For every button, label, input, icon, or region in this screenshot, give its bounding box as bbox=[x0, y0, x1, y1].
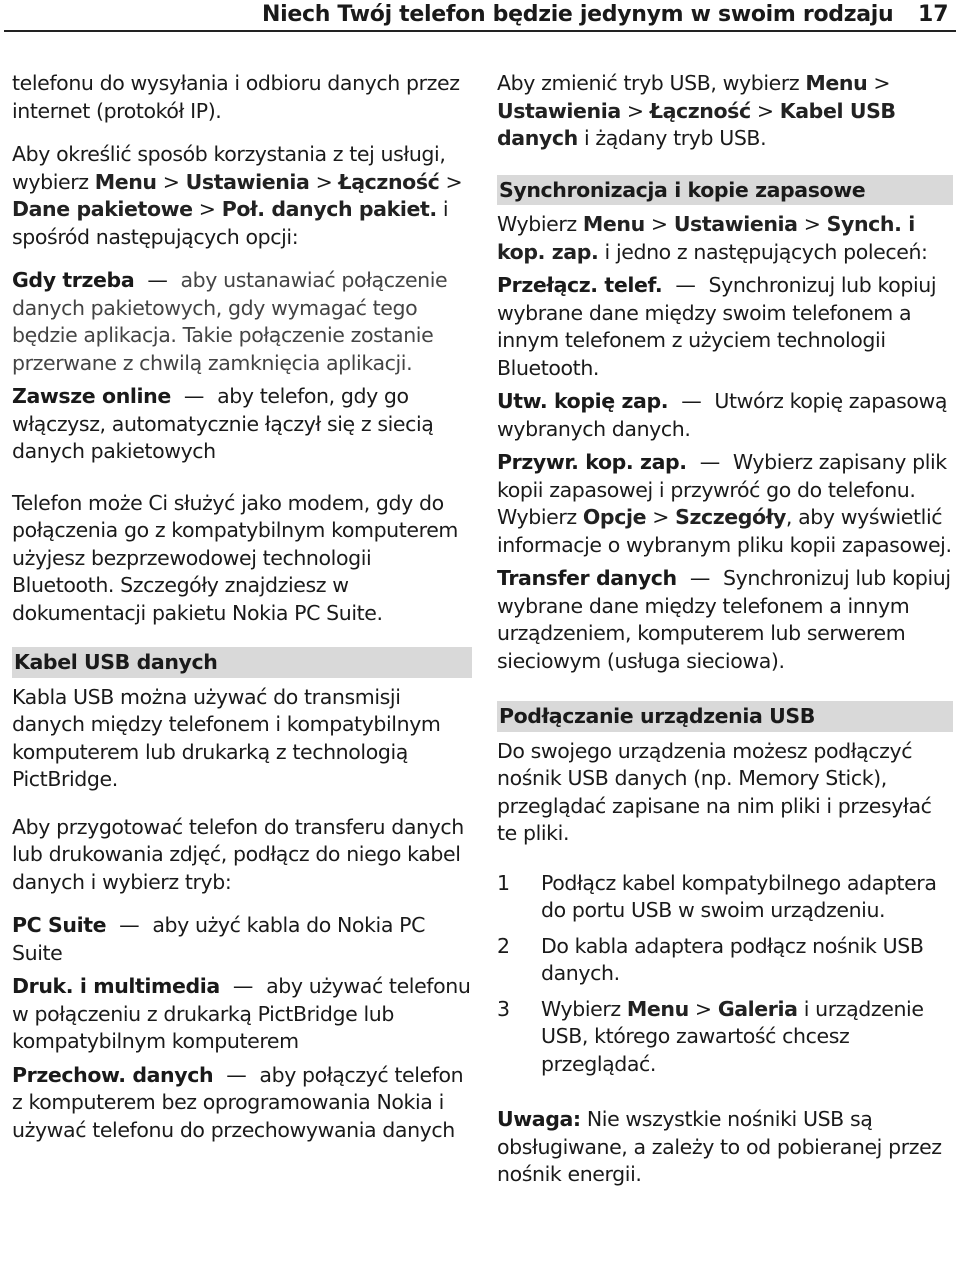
paragraph-usb-prepare: Aby przygotować telefon do transferu danych lub drukowania zdjęć, podłącz do niego kabel danych i wybierz tryb: bbox=[12, 814, 464, 894]
page-number: 17 bbox=[918, 2, 949, 27]
option-term: PC Suite bbox=[12, 913, 107, 937]
paragraph-sync-select: Wybierz Menu > Ustawienia > Synch. i kop. zap. i jedno z następujących poleceń: bbox=[497, 212, 928, 264]
option-always-online: Zawsze online — aby telefon, gdy go włączysz, automatycznie łączył się z siecią danych pakietowych bbox=[12, 384, 434, 463]
menu-path-menu: Menu bbox=[582, 212, 645, 236]
option-create-backup: Utw. kopię zap. — Utwórz kopię zapasową wybranych danych. bbox=[497, 389, 948, 441]
step-item: 2 Do kabla adaptera podłącz nośnik USB danych. bbox=[497, 933, 924, 985]
menu-path-gallery: Galeria bbox=[717, 996, 798, 1021]
section-heading-usb-cable: Kabel USB danych bbox=[12, 647, 472, 678]
menu-path-connectivity: Łączność bbox=[649, 98, 751, 123]
option-when-needed: Gdy trzeba — aby ustanawiać połączenie danych pakietowych, gdy wymagać tego będzie aplikacja. Takie połączenie zostanie przerwane z chwilą zamknięcia aplikacji. bbox=[12, 268, 448, 375]
option-term: Przełącz. telef. bbox=[497, 273, 663, 297]
option-data-transfer: Transfer danych — Synchronizuj lub kopiuj wybrane dane między telefonem a innym urządzeniem, komputerem lub serwerem sieciowym (usługa sieciowa). bbox=[497, 566, 951, 673]
option-pc-suite: PC Suite — aby użyć kabla do Nokia PC Suite bbox=[12, 913, 425, 965]
paragraph-usb-cable: Kabla USB można używać do transmisji danych między telefonem i kompatybilnym komputerem lub drukarką z technologią PictBridge. bbox=[12, 684, 441, 791]
menu-path-packet-data: Dane pakietowe bbox=[12, 197, 193, 221]
menu-path-details: Szczegóły bbox=[675, 505, 786, 529]
menu-path-menu: Menu bbox=[805, 71, 868, 95]
paragraph-usb-mode: Aby zmienić tryb USB, wybierz Menu > Ustawienia > Łączność > Kabel USB danych i żądany tryb USB. bbox=[497, 71, 896, 150]
steps-list bbox=[497, 870, 953, 1079]
option-term: Druk. i multimedia bbox=[12, 974, 220, 998]
menu-path-settings: Ustawienia bbox=[185, 169, 310, 194]
menu-path-menu: Menu bbox=[94, 169, 157, 194]
option-term: Przywr. kop. zap. bbox=[497, 450, 687, 474]
right-column bbox=[497, 70, 953, 1205]
paragraph-packet-settings: Aby określić sposób korzystania z tej usługi, wybierz Menu > Ustawienia > Łączność > Dane pakietowe > Poł. danych pakiet. i spośród następujących opcji: bbox=[12, 142, 463, 249]
paragraph-usb-device: Do swojego urządzenia możesz podłączyć nośnik USB danych (np. Memory Stick), przeglądać zapisane na nim pliki i przesyłać te pliki. bbox=[497, 738, 932, 845]
menu-path-sync-backup: Synch. i kop. zap. bbox=[497, 212, 915, 264]
paragraph-modem: Telefon może Ci służyć jako modem, gdy do połączenia go z kompatybilnym komputerem użyjesz bezprzewodowej technologii Bluetooth. Szczegóły znajdziesz w dokumentacji pakietu Nokia PC Suite. bbox=[12, 490, 458, 625]
left-column bbox=[12, 70, 472, 1150]
header-rule bbox=[4, 30, 956, 32]
option-term: Gdy trzeba bbox=[12, 268, 135, 292]
step-item: 1 Podłącz kabel kompatybilnego adaptera do portu USB w swoim urządzeniu. bbox=[497, 870, 937, 922]
option-switch-phone: Przełącz. telef. — Synchronizuj lub kopiuj wybrane dane między swoim telefonem a innym telefonem z użyciem technologii Bluetooth. bbox=[497, 273, 937, 380]
option-print-multimedia: Druk. i multimedia — aby używać telefonu w połączeniu z drukarką PictBridge lub kompatybilnym komputerem bbox=[12, 974, 471, 1053]
option-restore-backup: Przywr. kop. zap. — Wybierz zapisany plik kopii zapasowej i przywróć go do telefonu. Wybierz Opcje > Szczegóły, aby wyświetlić informacje o wybranym pliku kopii zapasowej. bbox=[497, 450, 952, 557]
menu-path-usb-cable: Kabel USB danych bbox=[497, 98, 896, 150]
paragraph-protocol: telefonu do wysyłania i odbioru danych przez internet (protokół IP). bbox=[12, 71, 460, 123]
option-term: Utw. kopię zap. bbox=[497, 389, 669, 413]
menu-path-settings: Ustawienia bbox=[673, 212, 798, 236]
option-term: Przechow. danych bbox=[12, 1062, 214, 1087]
option-term: Zawsze online bbox=[12, 384, 171, 408]
page-header bbox=[0, 0, 960, 32]
menu-path-packet-connection: Poł. danych pakiet. bbox=[221, 197, 437, 221]
menu-path-options: Opcje bbox=[582, 505, 647, 529]
section-heading-usb-device: Podłączanie urządzenia USB bbox=[497, 701, 953, 732]
option-data-storage: Przechow. danych — aby połączyć telefon z komputerem bez oprogramowania Nokia i używać telefonu do przechowywania danych bbox=[12, 1062, 464, 1142]
section-heading-sync-backup: Synchronizacja i kopie zapasowe bbox=[497, 175, 953, 206]
header-title: Niech Twój telefon będzie jedynym w swoim rodzaju bbox=[262, 2, 894, 27]
step-item: 3 Wybierz Menu > Galeria i urządzenie USB, którego zawartość chcesz przeglądać. bbox=[497, 996, 924, 1076]
option-term: Transfer danych bbox=[497, 566, 677, 590]
note-label: Uwaga: bbox=[497, 1107, 581, 1131]
menu-path-settings: Ustawienia bbox=[497, 98, 621, 123]
menu-path-menu: Menu bbox=[626, 996, 689, 1021]
note: Uwaga: Nie wszystkie nośniki USB są obsługiwane, a zależy to od pobieranej przez nośnik energii. bbox=[497, 1107, 942, 1186]
menu-path-connectivity: Łączność bbox=[338, 169, 440, 194]
